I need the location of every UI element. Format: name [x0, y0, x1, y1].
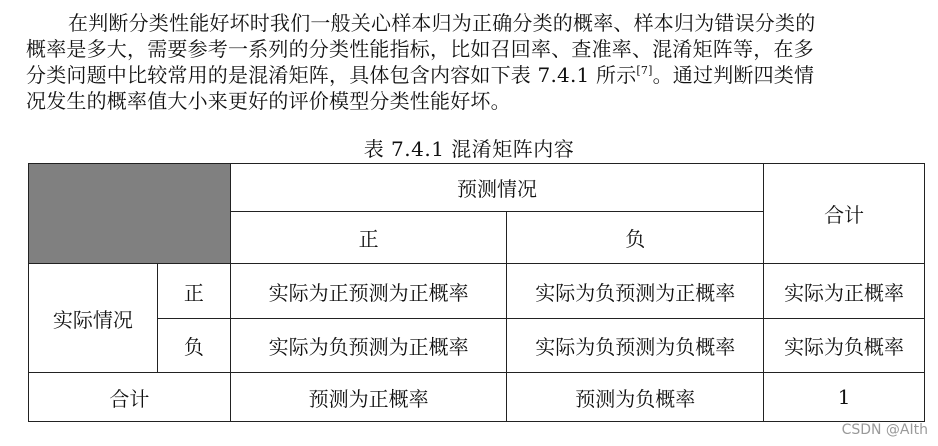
table-cell: 实际为正概率	[764, 264, 925, 319]
paragraph-line-3-start: 分类问题中比较常用的是混淆矩阵，具体包含内容如下表 7.4.1 所示	[26, 63, 637, 87]
actual-negative-label: 负	[157, 319, 230, 373]
paragraph-line-4: 况发生的概率值大小来更好的评价模型分类性能好坏。	[26, 89, 511, 113]
actual-header: 实际情况	[29, 264, 158, 373]
table-cell: 实际为负预测为正概率	[507, 264, 764, 319]
table-row	[29, 319, 925, 373]
table-cell: 实际为负概率	[764, 319, 925, 373]
table-cell: 1	[764, 373, 925, 422]
body-paragraph	[26, 10, 916, 114]
total-row	[29, 373, 925, 422]
table-cell: 预测为负概率	[507, 373, 764, 422]
predicted-negative-header: 负	[507, 212, 764, 264]
actual-positive-label: 正	[157, 264, 230, 319]
confusion-matrix-table	[28, 163, 925, 422]
paragraph-line-2: 概率是多大，需要参考一系列的分类性能指标，比如召回率、查准率、混淆矩阵等，在多	[26, 37, 814, 61]
table-cell: 预测为正概率	[230, 373, 507, 422]
predicted-header: 预测情况	[230, 164, 763, 212]
csdn-watermark: CSDN @AIth	[841, 422, 928, 438]
table-row	[29, 264, 925, 319]
paragraph-line-1: 在判断分类性能好坏时我们一般关心样本归为正确分类的概率、样本归为错误分类的	[68, 11, 816, 35]
corner-cell	[29, 164, 231, 264]
total-column-header: 合计	[764, 164, 925, 264]
table-header-row-1	[29, 164, 925, 212]
total-row-label: 合计	[29, 373, 231, 422]
citation-ref[interactable]: [7]	[636, 64, 653, 77]
table-cell: 实际为负预测为正概率	[230, 319, 507, 373]
paragraph-line-3	[26, 62, 916, 88]
table-cell: 实际为负预测为负概率	[507, 319, 764, 373]
paragraph-line-3-end: 。通过判断四类情	[652, 63, 815, 87]
table-cell: 实际为正预测为正概率	[230, 264, 507, 319]
predicted-positive-header: 正	[230, 212, 507, 264]
table-caption: 表 7.4.1 混淆矩阵内容	[363, 137, 575, 161]
